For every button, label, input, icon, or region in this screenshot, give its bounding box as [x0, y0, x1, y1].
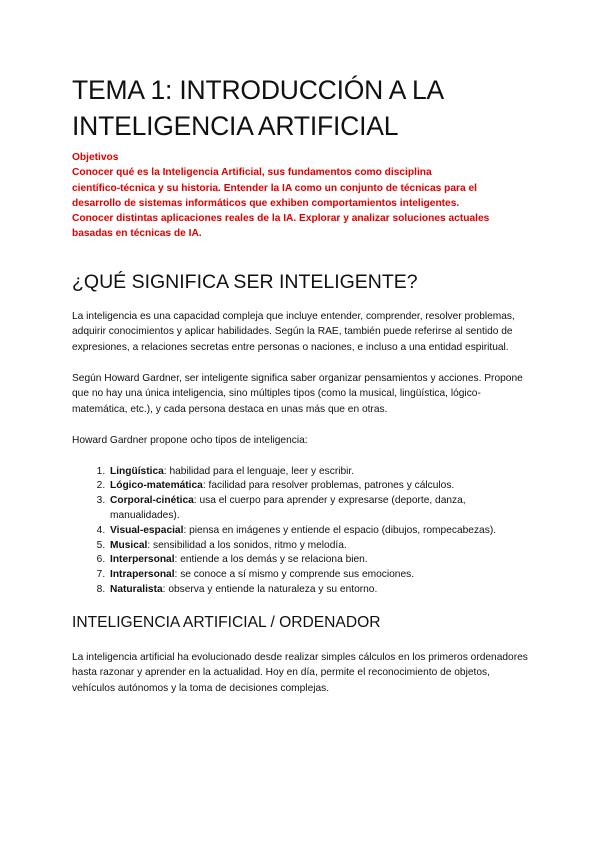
- list-item-desc: : entiende a los demás y se relaciona bien.: [174, 554, 368, 566]
- objectives-heading: Objetivos: [72, 152, 119, 163]
- list-item-desc: : sensibilidad a los sonidos, ritmo y melodía.: [147, 539, 347, 551]
- list-item-desc: : se conoce a sí mismo y comprende sus emociones.: [174, 569, 415, 581]
- list-item-term: Lógico-matemática: [110, 480, 203, 492]
- list-item-desc: : usa el cuerpo para aprender y expresarse (deporte, danza, manualidades).: [110, 495, 466, 522]
- list-item: [108, 524, 528, 539]
- objectives-block: [72, 150, 528, 242]
- objectives-line: científico-técnica y su historia. Entender la IA como un conjunto de técnicas para el: [72, 182, 477, 194]
- paragraph-definition: La inteligencia es una capacidad compleja que incluye entender, comprender, resolver problemas, adquirir conocimientos y aplicar habilidades. Según la RAE, también puede referirse al sentido de expresiones, a relaciones secretas entre personas o naciones, e incluso a una entidad espiritual.: [72, 310, 515, 353]
- objectives-line: Conocer distintas aplicaciones reales de la IA. Explorar y analizar soluciones actuales: [72, 213, 490, 225]
- list-item-desc: : facilidad para resolver problemas, patrones y cálculos.: [202, 480, 455, 492]
- list-item: [108, 465, 528, 480]
- list-item-desc: : observa y entiende la naturaleza y su entorno.: [162, 584, 378, 595]
- objectives-line: Conocer qué es la Inteligencia Artificial, sus fundamentos como disciplina: [72, 167, 432, 179]
- list-item-term: Musical: [110, 539, 148, 551]
- list-item: [108, 494, 528, 524]
- list-item: [108, 583, 528, 598]
- list-item-desc: : piensa en imágenes y entiende el espacio (dibujos, rompecabezas).: [183, 524, 497, 536]
- section-heading-intelligence: ¿QUÉ SIGNIFICA SER INTELIGENTE?: [72, 270, 418, 293]
- objectives-line: basadas en técnicas de IA.: [72, 228, 202, 240]
- objectives-line: desarrollo de sistemas informáticos que exhiben comportamientos inteligentes.: [72, 197, 460, 209]
- list-item-term: Intrapersonal: [110, 569, 175, 581]
- paragraph-types-intro: Howard Gardner propone ocho tipos de inteligencia:: [72, 435, 308, 447]
- paragraph-gardner: Según Howard Gardner, ser inteligente significa saber organizar pensamientos y acciones. Propone que no hay una única inteligencia, sino múltiples tipos (como la musical, lingüística, lógico-matemática, etc.), y cada persona destaca en unas más que en otras.: [72, 373, 523, 415]
- list-item-term: Corporal-cinética: [110, 495, 194, 507]
- page-title-line-2: INTELIGENCIA ARTIFICIAL: [72, 111, 399, 141]
- list-item-term: Interpersonal: [110, 554, 175, 566]
- list-item-term: Naturalista: [110, 584, 163, 595]
- list-item-term: Lingüística: [110, 465, 164, 477]
- paragraph-ai-evolution: La inteligencia artificial ha evolucionado desde realizar simples cálculos en los primeros ordenadores hasta razonar y aprender en la actualidad. Hoy en día, permite el reconocimiento de objetos, vehículos autónomos y la toma de decisiones complejas.: [72, 651, 528, 694]
- page-title: [72, 72, 528, 144]
- list-item-desc: : habilidad para el lenguaje, leer y escribir.: [163, 465, 355, 477]
- list-item: [108, 568, 528, 583]
- list-item-term: Visual-espacial: [110, 524, 184, 536]
- intelligence-types-list: [72, 465, 528, 598]
- section-heading-ai: INTELIGENCIA ARTIFICIAL / ORDENADOR: [72, 613, 381, 631]
- page-title-line-1: TEMA 1: INTRODUCCIÓN A LA: [72, 75, 444, 105]
- list-item: [108, 539, 528, 554]
- list-item: [108, 479, 528, 494]
- list-item: [108, 553, 528, 568]
